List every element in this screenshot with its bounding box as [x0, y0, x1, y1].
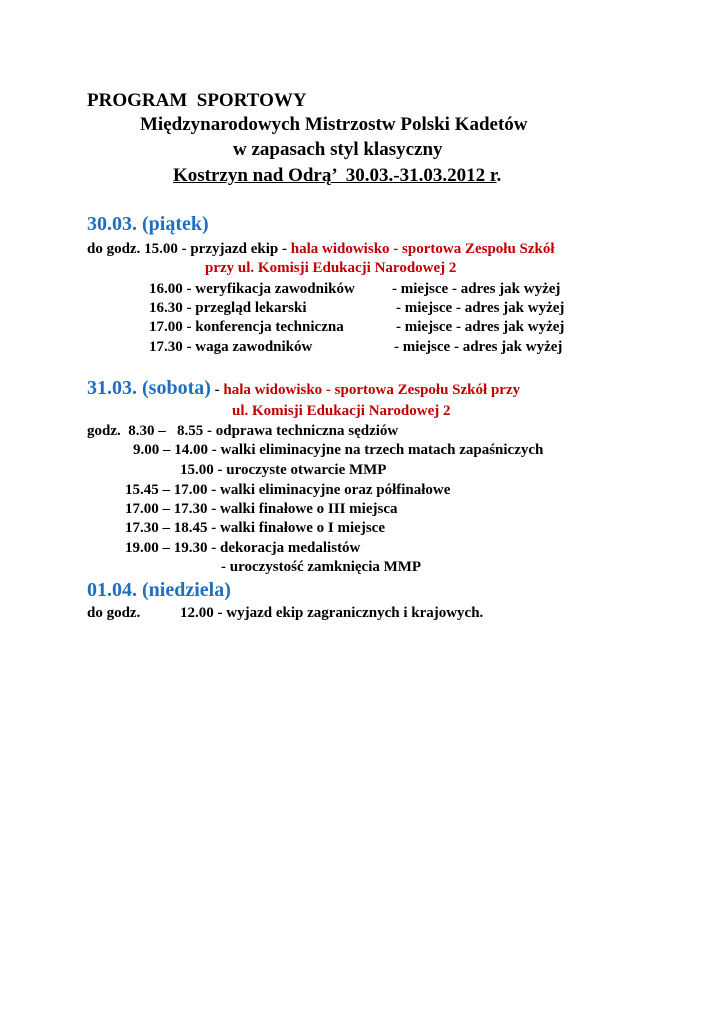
event-style: w zapasach styl klasyczny	[233, 139, 443, 160]
day3-heading: 01.04. (niedziela)	[87, 579, 231, 601]
day1-arrival-row	[87, 240, 555, 258]
event-location-dates-text: Kostrzyn nad Odrą’ 30.03.-31.03.2012 r	[173, 165, 497, 186]
day1-item-place: - miejsce - adres jak wyżej	[396, 300, 565, 316]
event-title: Międzynarodowych Mistrzostw Polski Kadetów	[140, 114, 528, 135]
day2-item: 17.30 – 18.45 - walki finałowe o I miejsce	[125, 520, 385, 536]
day2-item: 9.00 – 14.00 - walki eliminacyjne na trzech matach zapaśniczych	[133, 442, 544, 458]
day1-heading: 30.03. (piątek)	[87, 213, 209, 235]
day1-item-event: 16.30 - przegląd lekarski	[149, 300, 307, 316]
day2-item: 17.00 – 17.30 - walki finałowe o III miejsca	[125, 501, 398, 517]
program-title: PROGRAM SPORTOWY	[87, 90, 307, 111]
day1-item-event: 17.30 - waga zawodników	[149, 339, 313, 355]
day1-item-place: - miejsce - adres jak wyżej	[394, 339, 563, 355]
day3-label: do godz.	[87, 605, 141, 621]
day1-arrival-place: hala widowisko - sportowa Zespołu Szkół	[290, 241, 555, 257]
day1-item-event: 16.00 - weryfikacja zawodników	[149, 281, 355, 297]
day2-heading-row	[87, 376, 520, 401]
day2-heading: 31.03. (sobota)	[87, 377, 211, 399]
day1-arrival-address: przy ul. Komisji Edukacji Narodowej 2	[205, 260, 457, 276]
event-location-dates	[173, 165, 501, 187]
event-location-dates-dot: .	[496, 165, 502, 186]
day2-sep: -	[210, 382, 224, 398]
day1-item-place: - miejsce - adres jak wyżej	[396, 319, 565, 335]
day2-item: - uroczystość zamknięcia MMP	[221, 559, 422, 575]
day1-item-event: 17.00 - konferencja techniczna	[149, 319, 344, 335]
day2-item: 15.45 – 17.00 - walki eliminacyjne oraz półfinałowe	[125, 482, 451, 498]
day2-item: godz. 8.30 – 8.55 - odprawa techniczna sędziów	[87, 423, 399, 439]
day1-arrival-label: do godz. 15.00 - przyjazd ekip -	[87, 241, 291, 257]
day2-place: hala widowisko - sportowa Zespołu Szkół przy	[223, 382, 521, 398]
day3-item: 12.00 - wyjazd ekip zagranicznych i krajowych.	[180, 605, 484, 621]
day2-item: 15.00 - uroczyste otwarcie MMP	[180, 462, 387, 478]
day2-address: ul. Komisji Edukacji Narodowej 2	[232, 403, 451, 419]
day1-item-place: - miejsce - adres jak wyżej	[392, 281, 561, 297]
day2-item: 19.00 – 19.30 - dekoracja medalistów	[125, 540, 361, 556]
